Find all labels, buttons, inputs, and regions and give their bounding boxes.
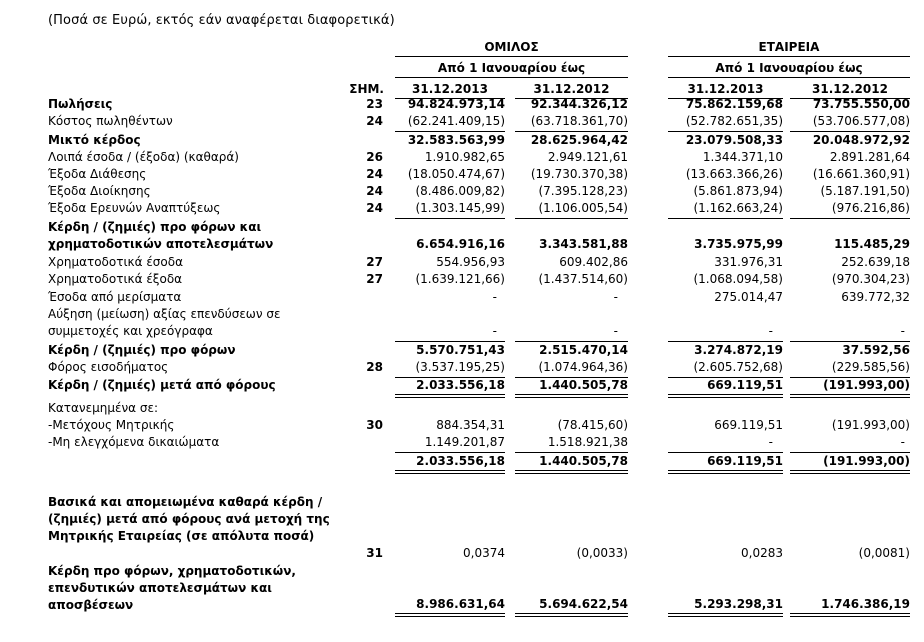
header-period-company-underline [668,77,910,78]
row-label: Έξοδα Ερευνών Αναπτύξεως [48,201,221,215]
total-double-line [395,613,505,617]
row-value-group-2013: - [492,290,497,304]
row-value-group-2013: 884.354,31 [436,418,505,432]
row-value-company-2013: (52.782.651,35) [685,114,783,128]
table-row [0,435,924,452]
table-row [0,97,924,114]
row-label: συμμετοχές και χρεόγραφα [48,324,213,338]
total-double-line [790,394,910,398]
row-value-group-2012: (7.395.128,23) [538,184,628,198]
row-value-group-2012: 1.518.921,38 [547,435,628,449]
header-period-group-underline [395,77,628,78]
table-row [0,255,924,272]
row-value-group-2013: (3.537.195,25) [415,360,505,374]
row-note: 24 [366,114,383,128]
header-group-2012: 31.12.2012 [533,82,610,96]
row-value-group-2013: (62.241.409,15) [407,114,505,128]
row-value-company-2012: (16.661.360,91) [812,167,910,181]
eps-value-group-2012: (0,0033) [576,546,628,560]
row-label: Μικτό κέρδος [48,133,141,147]
row-value-company-2013: (5.861.873,94) [693,184,783,198]
eps-value-company-2012: (0,0081) [858,546,910,560]
row-value-group-2013: 32.583.563,99 [407,133,505,147]
row-value-company-2012: 252.639,18 [841,255,910,269]
table-row [0,378,924,395]
subtotal-line [515,341,628,342]
row-value-group-2012: (1.437.514,60) [538,272,628,286]
row-value-company-2012: 639.772,32 [841,290,910,304]
row-note: 27 [366,255,383,269]
total-double-line [515,470,628,474]
total-double-line [668,394,783,398]
row-value-company-2012: (53.706.577,08) [812,114,910,128]
total-double-line [668,470,783,474]
header-period-company: Από 1 Ιανουαρίου έως [715,61,863,75]
total-double-line [668,613,783,617]
row-value-company-2012: 115.485,29 [834,237,910,251]
table-row [0,418,924,435]
row-value-company-2013: 1.344.371,10 [702,150,783,164]
row-value-company-2013: 275.014,47 [714,290,783,304]
row-value-group-2013: 2.033.556,18 [416,454,505,468]
row-value-company-2013: 23.079.508,33 [685,133,783,147]
row-note: 27 [366,272,383,286]
header-company-2012: 31.12.2012 [812,82,888,96]
subtotal-line [668,218,783,219]
table-row [0,454,924,471]
row-value-company-2013: - [768,435,773,449]
row-value-group-2012: - [613,324,618,338]
eps-value-group-2013: 0,0374 [463,546,505,560]
total-double-line [395,470,505,474]
row-value-group-2013: 6.654.916,16 [416,237,505,251]
subtotal-line [515,218,628,219]
row-label: Πωλήσεις [48,97,113,111]
table-row [0,220,924,237]
row-value-company-2012: (191.993,00) [823,378,910,392]
row-label: Έξοδα Διοίκησης [48,184,151,198]
row-label: Χρηματοδοτικά έσοδα [48,255,184,269]
table-row [0,324,924,341]
row-label: Λοιπά έσοδα / (έξοδα) (καθαρά) [48,150,239,164]
row-value-company-2013: - [768,324,773,338]
row-value-company-2013: 669.119,51 [714,418,783,432]
row-value-company-2012: (5.187.191,50) [820,184,910,198]
row-label: -Μετόχους Μητρικής [48,418,175,432]
row-value-group-2013: 554.956,93 [436,255,505,269]
row-value-company-2012: - [900,324,905,338]
row-value-company-2012: (970.304,23) [831,272,910,286]
row-label: Αύξηση (μείωση) αξίας επενδύσεων σε [48,307,281,321]
row-value-company-2013: 331.976,31 [714,255,783,269]
row-value-group-2012: 3.343.581,88 [539,237,628,251]
row-value-group-2012: 2.949.121,61 [547,150,628,164]
eps-note: 31 [366,546,383,560]
row-value-group-2012: (19.730.370,38) [530,167,628,181]
header-company-underline [668,56,910,57]
subtotal-line [395,341,505,342]
row-value-company-2012: - [900,435,905,449]
row-value-group-2012: (78.415,60) [557,418,628,432]
row-value-company-2012: (229.585,56) [831,360,910,374]
row-label: -Μη ελεγχόμενα δικαιώματα [48,435,220,449]
row-value-group-2012: (63.718.361,70) [530,114,628,128]
eps-values-row [0,546,924,563]
row-value-company-2013: 669.119,51 [707,378,783,392]
row-value-company-2013: (2.605.752,68) [693,360,783,374]
table-row [0,401,924,418]
row-value-company-2012: (191.993,00) [823,454,910,468]
row-value-company-2013: (1.162.663,24) [693,201,783,215]
row-value-company-2012: (191.993,00) [831,418,910,432]
header-group: ΟΜΙΛΟΣ [484,40,539,54]
row-value-group-2013: 1.910.982,65 [424,150,505,164]
row-value-group-2012: (1.106.005,54) [538,201,628,215]
row-value-company-2013: (1.068.094,58) [693,272,783,286]
row-value-group-2013: (18.050.474,67) [407,167,505,181]
row-label: Κέρδη / (ζημιές) προ φόρων και [48,220,262,234]
row-label: Χρηματοδοτικά έξοδα [48,272,183,286]
row-note: 24 [366,184,383,198]
subtotal-line [668,452,783,453]
subtotal-line [790,341,910,342]
total-double-line [515,394,628,398]
row-value-company-2012: (976.216,86) [831,201,910,215]
subtotal-line [790,131,910,132]
row-value-group-2013: (1.303.145,99) [415,201,505,215]
table-row [0,114,924,131]
row-value-company-2012: 37.592,56 [842,343,910,357]
header-group-2013: 31.12.2013 [412,82,488,96]
table-row [0,237,924,254]
row-label: Φόρος εισοδήματος [48,360,169,374]
row-label: Κέρδη / (ζημιές) προ φόρων [48,343,236,357]
ebitda-value-group-2012: 5.694.622,54 [539,597,628,611]
row-label: Έξοδα Διάθεσης [48,167,147,181]
table-row [0,343,924,360]
subtotal-line [515,131,628,132]
total-double-line [395,394,505,398]
ebitda-value-company-2012: 1.746.386,19 [821,597,910,611]
table-row [0,133,924,150]
subtotal-line [515,452,628,453]
row-value-company-2013: 3.735.975,99 [694,237,783,251]
row-label: Κατανεμημένα σε: [48,401,159,415]
table-row [0,167,924,184]
row-value-company-2013: 669.119,51 [707,454,783,468]
row-note: 26 [366,150,383,164]
row-value-group-2012: - [613,290,618,304]
row-value-group-2012: 92.344.326,12 [530,97,628,111]
row-label: Κόστος πωληθέντων [48,114,173,128]
total-double-line [515,613,628,617]
row-value-group-2013: - [492,324,497,338]
row-value-group-2013: 1.149.201,87 [424,435,505,449]
ebitda-value-group-2013: 8.986.631,64 [416,597,505,611]
row-value-group-2013: 5.570.751,43 [416,343,505,357]
ebitda-value-company-2013: 5.293.298,31 [694,597,783,611]
row-note: 30 [366,418,383,432]
subtotal-line [395,452,505,453]
table-row [0,272,924,289]
subtotal-line [790,218,910,219]
row-label: Έσοδα από μερίσματα [48,290,182,304]
subtotal-line [668,341,783,342]
row-note: 23 [366,97,383,111]
header-note-col: ΣΗΜ. [349,82,384,96]
row-value-group-2013: 2.033.556,18 [416,378,505,392]
row-value-group-2012: (1.074.964,36) [538,360,628,374]
header-group-underline [395,56,628,57]
row-note: 24 [366,167,383,181]
header-company-2013: 31.12.2013 [687,82,764,96]
total-double-line [790,470,910,474]
row-value-company-2013: 75.862.159,68 [685,97,783,111]
eps-value-company-2013: 0,0283 [741,546,783,560]
header-company: ΕΤΑΙΡΕΙΑ [758,40,820,54]
subtotal-line [395,218,505,219]
table-row [0,184,924,201]
table-row [0,150,924,167]
row-value-group-2012: 28.625.964,42 [530,133,628,147]
row-value-group-2013: (8.486.009,82) [415,184,505,198]
subtotal-line [790,452,910,453]
row-value-company-2012: 20.048.972,92 [812,133,910,147]
table-row [0,201,924,218]
row-value-group-2013: 94.824.973,14 [407,97,505,111]
row-value-group-2012: 2.515.470,14 [539,343,628,357]
row-value-company-2013: 3.274.872,19 [694,343,783,357]
row-value-company-2012: 2.891.281,64 [829,150,910,164]
eps-label: Βασικά και απομειωμένα καθαρά κέρδη / (ζημιές) μετά από φόρους ανά μετοχή της Μητρικής Εταιρείας (σε απόλυτα ποσά) [48,495,330,543]
header-period-group: Από 1 Ιανουαρίου έως [437,61,586,75]
row-value-group-2013: (1.639.121,66) [415,272,505,286]
row-value-group-2012: 609.402,86 [559,255,628,269]
subtotal-line [395,131,505,132]
row-label: χρηματοδοτικών αποτελεσμάτων [48,237,274,251]
row-value-company-2012: 73.755.550,00 [812,97,910,111]
total-double-line [790,613,910,617]
row-note: 24 [366,201,383,215]
ebitda-label: Κέρδη προ φόρων, χρηματοδοτικών, επενδυτικών αποτελεσμάτων και αποσβέσεων [48,564,296,612]
row-note: 28 [366,360,383,374]
table-row [0,290,924,307]
statement-subtitle: (Ποσά σε Ευρώ, εκτός εάν αναφέρεται διαφορετικά) [48,13,395,28]
table-row [0,307,924,324]
row-value-group-2012: 1.440.505,78 [539,378,628,392]
row-value-company-2013: (13.663.366,26) [685,167,783,181]
ebitda-values-row [0,597,924,614]
table-row [0,360,924,377]
row-value-group-2012: 1.440.505,78 [539,454,628,468]
subtotal-line [668,131,783,132]
row-label: Κέρδη / (ζημιές) μετά από φόρους [48,378,276,392]
